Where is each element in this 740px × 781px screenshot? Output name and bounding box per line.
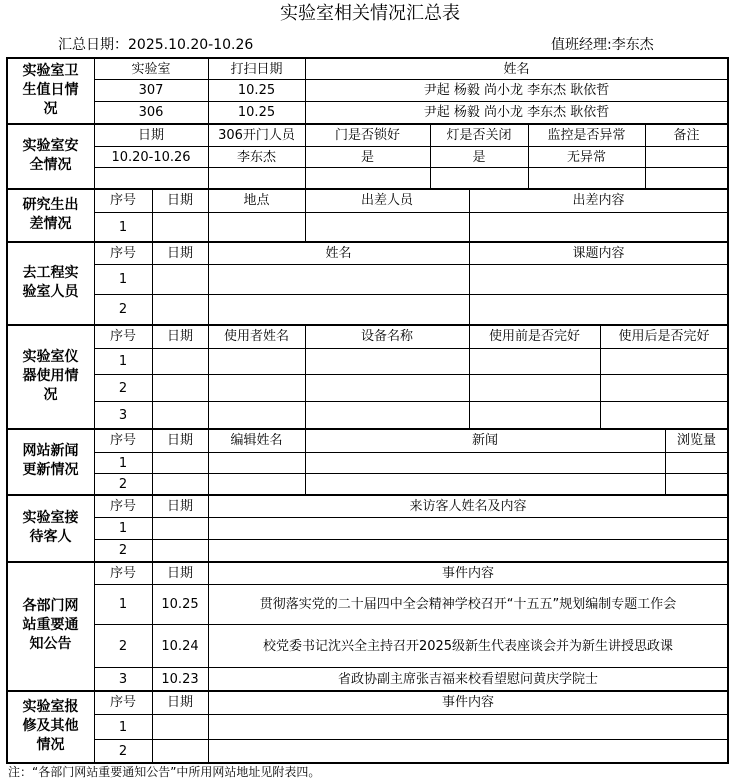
travel-section-header: 日期 [166,193,193,208]
repair-section-cell [208,740,728,763]
news-section-cell [305,453,665,473]
visitors-section-header: 来访客人姓名及内容 [409,498,527,514]
travel-section-cell [305,213,469,241]
instrument-section-cell [600,375,728,401]
instrument-section-cell [600,349,728,374]
repair-section-cell [152,740,208,763]
travel-section-header: 出差内容 [572,193,625,208]
notices-section-cell: 贯彻落实党的二十届四中全会精神学校召开“十五五”规划编制专题工作会 [259,597,677,612]
safety-section-cell [645,147,728,167]
hygiene-section-header: 实验室 [131,61,171,77]
instrument-section-cell [469,349,600,374]
visitors-section-header: 日期 [166,498,193,514]
visitors-section-cell [152,518,208,539]
instrument-section-cell: 2 [118,380,128,396]
engineering-section-title-text: 去工程实验室人员 [22,264,79,300]
safety-section-header: 监控是否异常 [547,127,626,143]
instrument-section-cell [152,375,208,401]
instrument-section-header: 使用者姓名 [223,329,289,344]
notices-section-cell: 2 [118,638,128,654]
visitors-section-cell [208,540,728,561]
safety-section-cell [528,168,645,188]
instrument-section-title-text: 实验室仪器使用情况 [22,348,79,403]
news-section-header: 浏览量 [676,433,716,448]
repair-section-cell: 2 [118,744,128,759]
news-section-cell [665,453,728,473]
hygiene-section-header: 打扫日期 [230,61,283,77]
engineering-section-cell: 1 [118,272,128,287]
safety-section-header: 门是否锁好 [334,127,400,143]
notices-section-header: 事件内容 [441,565,494,581]
safety-section-cell [305,168,430,188]
safety-section-cell: 是 [360,149,374,165]
visitors-section-header: 序号 [109,498,136,514]
instrument-section-cell [152,402,208,428]
engineering-section-cell: 2 [118,302,128,317]
safety-section-cell: 李东杰 [236,149,276,165]
instrument-section-cell [469,375,600,401]
travel-section-header: 出差人员 [360,193,413,208]
repair-section-header: 事件内容 [441,695,494,710]
hygiene-section-cell: 10.25 [237,105,276,120]
news-section-header: 日期 [166,433,193,448]
instrument-section-header: 使用前是否完好 [488,329,580,344]
engineering-section-cell [469,295,728,324]
repair-section-cell [152,715,208,739]
visitors-section-cell: 1 [118,521,128,536]
notices-section-header: 日期 [166,565,193,581]
instrument-section-cell [208,402,305,428]
hygiene-section-cell: 306 [138,105,164,120]
news-section-cell [208,453,305,473]
engineering-section-cell [152,295,208,324]
repair-section-header: 日期 [166,695,193,710]
instrument-section-cell [305,349,469,374]
instrument-section-cell [305,402,469,428]
safety-section-header: 日期 [137,127,164,143]
notices-section-cell: 校党委书记沈兴全主持召开2025级新生代表座谈会并为新生讲授思政课 [262,638,674,654]
notices-section-cell: 3 [118,671,128,687]
news-section-cell [152,453,208,473]
instrument-section-cell [208,349,305,374]
instrument-section-header: 序号 [109,329,136,344]
engineering-section-header: 序号 [109,245,136,261]
instrument-section-cell [305,375,469,401]
visitors-section-cell [152,540,208,561]
notices-section-title-text: 各部门网站重要通知公告 [22,598,79,652]
news-section-cell: 2 [118,476,128,492]
notices-section-title [7,561,94,690]
engineering-section-cell [208,295,469,324]
news-section-cell [208,474,305,494]
travel-section-cell: 1 [118,219,128,235]
instrument-section-title [7,324,94,428]
safety-section-cell: 10.20-10.26 [111,149,191,165]
notices-section-cell: 省政协副主席张吉福来校看望慰问黄庆学院士 [337,671,598,687]
engineering-section-header: 姓名 [325,245,352,261]
travel-section-title [7,188,94,241]
safety-section-header: 306开门人员 [218,127,295,143]
safety-section-cell [208,168,305,188]
instrument-section-cell: 1 [118,354,128,369]
notices-section-header: 序号 [109,565,136,581]
safety-section-header: 备注 [673,127,700,143]
engineering-section-header: 日期 [166,245,193,261]
instrument-section-cell: 3 [118,407,128,423]
instrument-section-cell [208,375,305,401]
hygiene-section-title [7,58,94,123]
duty-manager: 值班经理:李东杰 [551,37,654,53]
travel-section-cell [152,213,208,241]
safety-section-cell [645,168,728,188]
repair-section-cell: 1 [118,719,128,735]
engineering-section-cell [152,265,208,294]
safety-section-cell: 是 [472,149,486,165]
notices-section-cell: 1 [118,597,128,612]
instrument-section-header: 设备名称 [360,329,413,344]
travel-section-header: 序号 [109,193,136,208]
instrument-section-header: 日期 [166,329,193,344]
safety-section-header: 灯是否关闭 [446,127,512,143]
summary-date: 汇总日期：2025.10.20-10.26 [58,37,254,53]
hygiene-section-cell: 10.25 [237,83,276,98]
instrument-section-cell [469,402,600,428]
engineering-section-title [7,241,94,324]
repair-section-title-text: 实验室报修及其他情况 [22,699,79,753]
news-section-title-text: 网站新闻更新情况 [22,443,79,478]
visitors-section-cell: 2 [118,543,128,558]
engineering-section-header: 课题内容 [572,245,625,261]
news-section-header: 新闻 [471,433,498,448]
safety-section-cell [94,168,208,188]
news-section-cell [665,474,728,494]
engineering-section-cell [469,265,728,294]
visitors-section-title-text: 实验室接待客人 [22,509,79,545]
news-section-title [7,428,94,494]
visitors-section-title [7,494,94,561]
travel-section-title-text: 研究生出差情况 [22,196,79,232]
news-section-cell [305,474,665,494]
repair-section-cell [208,715,728,739]
travel-section-cell [469,213,728,241]
repair-section-header: 序号 [109,695,136,710]
notices-section-cell: 10.24 [161,638,199,654]
notices-section-cell: 10.25 [161,597,199,612]
instrument-section-header: 使用后是否完好 [618,329,710,344]
safety-section-cell: 无异常 [566,149,606,165]
footnote: 注：“各部门网站重要通知公告”中所用网站地址见附表四。 [8,765,321,779]
news-section-cell: 1 [118,455,128,471]
instrument-section-cell [600,402,728,428]
safety-section-title [7,123,94,188]
instrument-section-cell [152,349,208,374]
repair-section-title [7,690,94,763]
notices-section-cell: 10.23 [161,671,199,687]
safety-section-cell [430,168,528,188]
news-section-cell [152,474,208,494]
visitors-section-cell [208,518,728,539]
travel-section-header: 地点 [243,193,270,208]
hygiene-section-cell: 307 [138,83,164,98]
hygiene-section-cell: 尹起 杨毅 尚小龙 李东杰 耿依哲 [423,105,610,120]
hygiene-section-header: 姓名 [503,61,530,77]
hygiene-section-cell: 尹起 杨毅 尚小龙 李东杰 耿依哲 [423,83,610,98]
hygiene-section-title-text: 实验室卫生值日情况 [22,63,79,117]
travel-section-cell [208,213,305,241]
news-section-header: 序号 [109,433,136,448]
news-section-header: 编辑姓名 [230,433,283,448]
safety-section-title-text: 实验室安全情况 [22,137,79,173]
page-title: 实验室相关情况汇总表 [280,3,460,24]
engineering-section-cell [208,265,469,294]
